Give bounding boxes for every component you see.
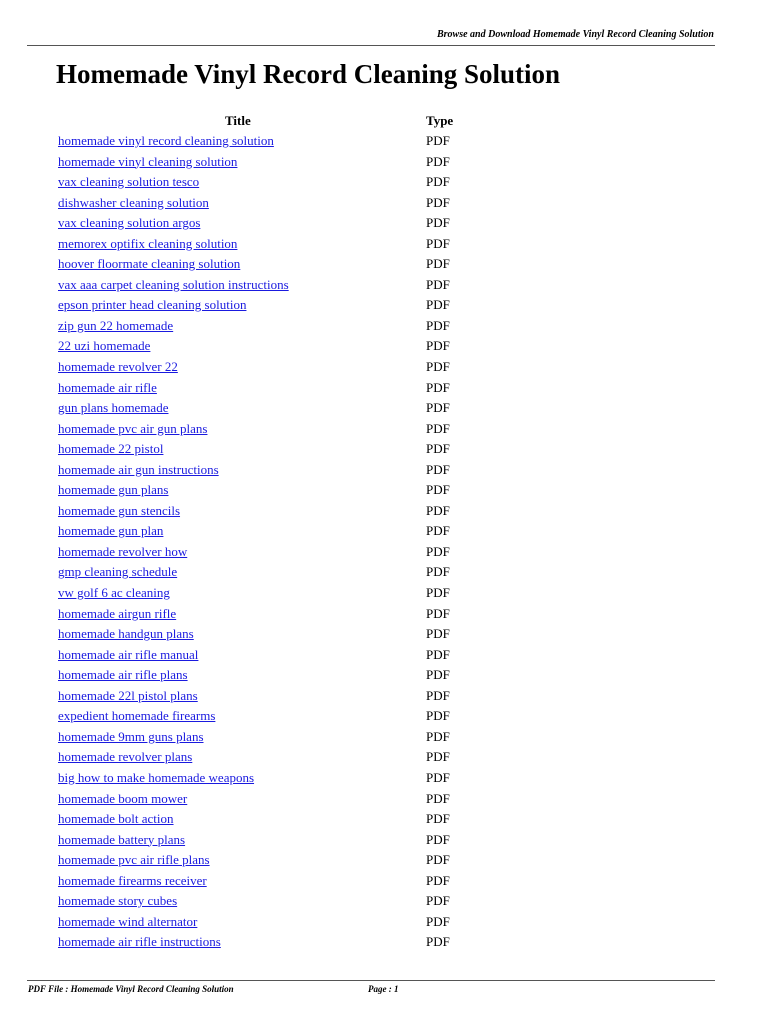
document-type: PDF: [426, 133, 450, 148]
list-item: [58, 706, 478, 727]
list-item: [58, 501, 478, 522]
list-item: [58, 275, 478, 296]
document-link[interactable]: homemade 22l pistol plans: [58, 687, 198, 703]
document-link[interactable]: vax cleaning solution argos: [58, 215, 201, 231]
list-item: [58, 439, 478, 460]
list-item: [58, 932, 478, 953]
list-item: [58, 234, 478, 255]
list-item: [58, 152, 478, 173]
document-type: PDF: [426, 502, 450, 518]
document-type: PDF: [426, 317, 450, 333]
document-link[interactable]: homemade revolver plans: [58, 749, 193, 765]
document-type: PDF: [426, 194, 450, 210]
document-type: PDF: [426, 420, 450, 436]
list-item: [58, 480, 478, 501]
document-type: PDF: [426, 379, 450, 395]
list-item: [58, 891, 478, 912]
document-link[interactable]: homemade firearms receiver: [58, 872, 207, 888]
document-type: PDF: [426, 256, 450, 272]
list-item: [58, 562, 478, 583]
page-footer: [27, 980, 715, 1001]
list-item: [58, 131, 478, 152]
list-item: [58, 378, 478, 399]
document-link[interactable]: homemade revolver 22: [58, 359, 178, 375]
list-item: [58, 254, 478, 275]
document-type: PDF: [426, 297, 450, 313]
document-type: PDF: [426, 852, 450, 868]
list-item: [58, 357, 478, 378]
page-title: Homemade Vinyl Record Cleaning Solution: [56, 59, 561, 89]
document-type: PDF: [426, 400, 450, 416]
document-type: PDF: [426, 913, 450, 929]
document-link[interactable]: 22 uzi homemade: [58, 338, 151, 354]
document-link[interactable]: big how to make homemade weapons: [58, 769, 255, 785]
document-link[interactable]: homemade pvc air gun plans: [58, 420, 208, 436]
document-link[interactable]: homemade pvc air rifle plans: [58, 852, 210, 868]
list-item: [58, 213, 478, 234]
document-list: [58, 131, 478, 953]
column-header-title: Title: [225, 113, 251, 128]
document-link[interactable]: gun plans homemade: [58, 400, 169, 416]
document-link[interactable]: homemade airgun rifle: [58, 605, 177, 621]
document-link[interactable]: homemade bolt action: [58, 811, 174, 827]
document-link[interactable]: dishwasher cleaning solution: [58, 194, 209, 210]
document-type: PDF: [426, 276, 450, 292]
footer-page-number: Page : 1: [368, 984, 399, 994]
list-item: [58, 295, 478, 316]
document-link[interactable]: homemade air rifle manual: [58, 646, 199, 662]
document-type: PDF: [426, 708, 450, 724]
document-link[interactable]: homemade battery plans: [58, 831, 186, 847]
list-item: [58, 768, 478, 789]
list-item: [58, 398, 478, 419]
document-link[interactable]: homemade 22 pistol: [58, 441, 164, 457]
document-link[interactable]: hoover floormate cleaning solution: [58, 256, 241, 272]
document-type: PDF: [426, 174, 450, 190]
document-type: PDF: [426, 687, 450, 703]
document-type: PDF: [426, 338, 450, 354]
header-text: Browse and Download Homemade Vinyl Record Cleaning Solution: [437, 29, 714, 40]
list-item: [58, 665, 478, 686]
list-item: [58, 850, 478, 871]
document-type: PDF: [426, 605, 450, 621]
document-link[interactable]: homemade air rifle plans: [58, 667, 188, 683]
document-link[interactable]: expedient homemade firearms: [58, 708, 216, 724]
list-item: [58, 419, 478, 440]
document-link[interactable]: vw golf 6 ac cleaning: [58, 585, 170, 601]
document-type: PDF: [426, 893, 450, 909]
document-link[interactable]: homemade handgun plans: [58, 626, 194, 642]
document-type: PDF: [426, 543, 450, 559]
document-type: PDF: [426, 811, 450, 827]
list-item: [58, 583, 478, 604]
document-link[interactable]: homemade air gun instructions: [58, 461, 219, 477]
list-item: [58, 747, 478, 768]
column-header-type: Type: [426, 113, 454, 128]
document-link[interactable]: homemade gun plan: [58, 523, 164, 539]
document-type: PDF: [426, 749, 450, 765]
document-type: PDF: [426, 441, 450, 457]
document-link[interactable]: homemade vinyl cleaning solution: [58, 153, 238, 169]
document-link[interactable]: homemade gun stencils: [58, 502, 181, 518]
document-link[interactable]: zip gun 22 homemade: [58, 317, 174, 333]
list-item: [58, 686, 478, 707]
document-type: PDF: [426, 728, 450, 744]
document-type: PDF: [426, 482, 450, 498]
list-item: [58, 624, 478, 645]
document-link[interactable]: homemade air rifle: [58, 379, 157, 395]
document-type: PDF: [426, 872, 450, 888]
list-item: [58, 789, 478, 810]
list-item: [58, 604, 478, 625]
document-type: PDF: [426, 215, 450, 231]
document-type: PDF: [426, 934, 450, 950]
document-link[interactable]: vax cleaning solution tesco: [58, 174, 200, 190]
list-item: [58, 460, 478, 481]
document-link[interactable]: homemade revolver how: [58, 543, 188, 559]
document-type: PDF: [426, 564, 450, 580]
document-type: PDF: [426, 646, 450, 662]
list-item: [58, 316, 478, 337]
document-link[interactable]: vax aaa carpet cleaning solution instructions: [58, 276, 289, 292]
document-type: PDF: [426, 790, 450, 806]
document-type: PDF: [426, 359, 450, 375]
document-type: PDF: [426, 626, 450, 642]
list-item: [58, 521, 478, 542]
document-link[interactable]: homemade 9mm guns plans: [58, 728, 204, 744]
document-link[interactable]: memorex optifix cleaning solution: [58, 235, 238, 251]
document-type: PDF: [426, 461, 450, 477]
document-type: PDF: [426, 235, 450, 251]
document-link[interactable]: homemade vinyl record cleaning solution: [58, 133, 274, 148]
footer-file-label: PDF File : Homemade Vinyl Record Cleaning Solution: [28, 984, 234, 994]
page-header: [27, 29, 715, 46]
list-item: [58, 871, 478, 892]
document-link[interactable]: homemade gun plans: [58, 482, 169, 498]
list-item: [58, 172, 478, 193]
document-type: PDF: [426, 831, 450, 847]
document-type: PDF: [426, 667, 450, 683]
document-link[interactable]: homemade wind alternator: [58, 913, 198, 929]
document-link[interactable]: homemade boom mower: [58, 790, 188, 806]
document-link[interactable]: homemade air rifle instructions: [58, 934, 221, 950]
document-type: PDF: [426, 153, 450, 169]
list-item: [58, 193, 478, 214]
list-item: [58, 727, 478, 748]
list-item: [58, 336, 478, 357]
document-link[interactable]: gmp cleaning schedule: [58, 564, 178, 580]
document-type: PDF: [426, 523, 450, 539]
list-item: [58, 542, 478, 563]
list-item: [58, 830, 478, 851]
document-link[interactable]: epson printer head cleaning solution: [58, 297, 247, 313]
list-item: [58, 809, 478, 830]
list-item: [58, 912, 478, 933]
document-type: PDF: [426, 585, 450, 601]
list-item: [58, 645, 478, 666]
document-type: PDF: [426, 769, 450, 785]
document-link[interactable]: homemade story cubes: [58, 893, 178, 909]
